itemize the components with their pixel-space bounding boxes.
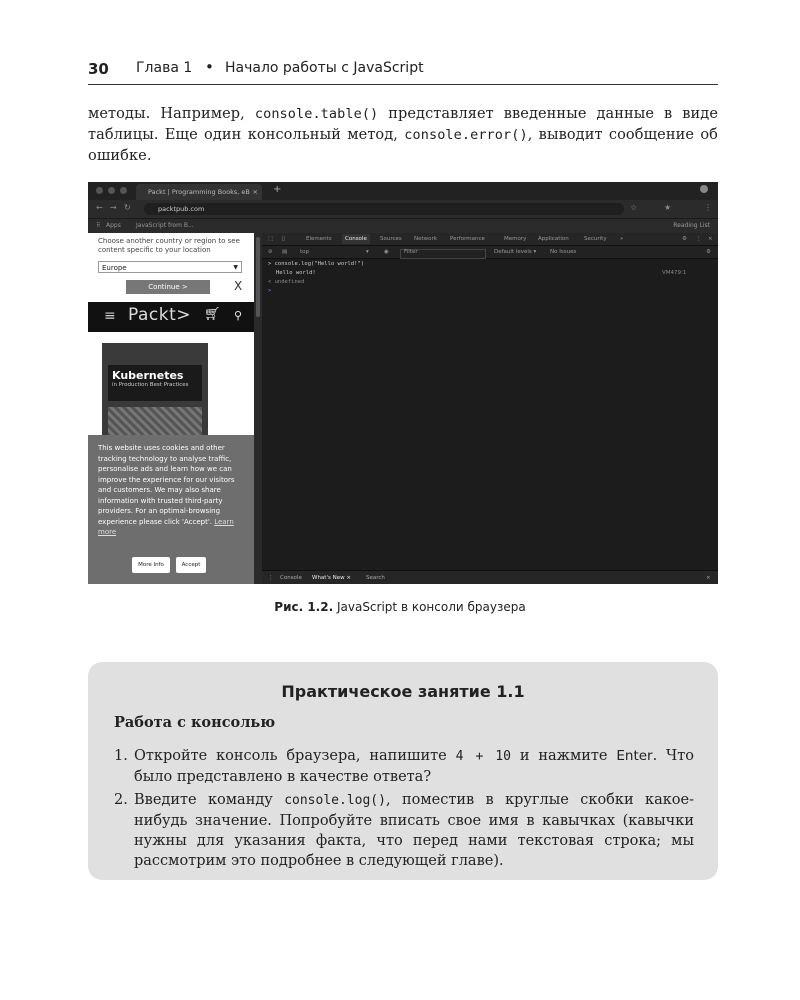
devtools-tab-security[interactable]: Security xyxy=(584,236,607,242)
browser-profile-icon[interactable] xyxy=(700,185,708,193)
intro-text-2: представляет введенные данные в виде таблицы. Еще один консольный метод, xyxy=(88,106,719,143)
back-icon[interactable]: ← xyxy=(96,203,103,212)
site-header xyxy=(88,302,254,332)
window-close-dot[interactable] xyxy=(96,187,103,194)
chapter-title: Начало работы с JavaScript xyxy=(225,60,424,76)
devtools-tab-memory[interactable]: Memory xyxy=(504,236,527,242)
item-number: 1. xyxy=(114,748,128,764)
devtools-menu-icon[interactable]: ⋮ xyxy=(696,236,702,242)
devtools-drawer xyxy=(262,570,718,584)
devtools-more-tabs[interactable]: » xyxy=(620,236,624,242)
country-select-value: Europe xyxy=(102,264,127,272)
devtools-tab-performance[interactable]: Performance xyxy=(450,236,485,242)
window-zoom-dot[interactable] xyxy=(120,187,127,194)
devtools-tabs xyxy=(262,233,718,246)
bookmark-javascript[interactable]: JavaScript from B... xyxy=(136,222,194,229)
caption-text: JavaScript в консоли браузера xyxy=(333,600,526,614)
window-minimize-dot[interactable] xyxy=(108,187,115,194)
continue-button[interactable]: Continue > xyxy=(126,280,210,294)
site-logo[interactable]: Packt> xyxy=(128,305,192,325)
enter-key-label: Enter xyxy=(616,748,653,764)
console-return-value: < undefined xyxy=(268,279,305,285)
new-tab-icon[interactable]: + xyxy=(273,184,282,195)
console-settings-icon[interactable]: ⚙ xyxy=(706,249,711,255)
item1-text-c: . Что было представлено в качестве ответа? xyxy=(134,748,695,785)
console-source-link[interactable]: VM479:1 xyxy=(662,270,687,276)
drawer-menu-icon[interactable]: ⋮ xyxy=(268,575,274,581)
learn-more-link[interactable]: Learn more xyxy=(98,517,234,536)
bookmarks-bar xyxy=(88,218,718,233)
figure-caption xyxy=(0,600,800,614)
more-info-button[interactable]: More Info xyxy=(132,557,170,573)
item-number: 2. xyxy=(114,792,128,808)
item1-text-b: и нажмите xyxy=(511,748,617,764)
drawer-tab-console[interactable]: Console xyxy=(280,575,302,581)
devtools-settings-icon[interactable]: ⚙ xyxy=(682,236,687,242)
extensions-icon[interactable]: ★ xyxy=(664,203,672,212)
inspect-icon[interactable]: ⬚ xyxy=(268,236,274,242)
book-title: Kubernetes xyxy=(112,369,184,382)
devtools-close-icon[interactable]: × xyxy=(708,236,713,242)
chevron-down-icon: ▼ xyxy=(233,264,238,271)
chevron-down-icon: ▾ xyxy=(366,249,369,255)
forward-icon[interactable]: → xyxy=(110,203,117,212)
drawer-close-icon[interactable]: × xyxy=(706,575,711,581)
page-number: 30 xyxy=(88,60,109,78)
book-title-block xyxy=(108,365,202,401)
devtools-tab-application[interactable]: Application xyxy=(538,236,569,242)
intro-text-1: методы. Например, xyxy=(88,106,255,122)
drawer-tab-whats-new[interactable]: What's New × xyxy=(312,575,351,581)
cookie-text-block xyxy=(98,443,246,538)
devtools-tab-sources[interactable]: Sources xyxy=(380,236,402,242)
apps-grid-icon[interactable]: ⠿ xyxy=(96,222,101,229)
devtools-panel xyxy=(262,233,718,584)
code-console-log: console.log() xyxy=(284,793,386,808)
item2-text-b: , поместив в круглые скобки какое-нибудь значение. Попробуйте вписать свое имя в кавычках (кавычки нужны для указания факта, что перед нами текстовая строка; мы рассмотрим это подробнее в следующей главе). xyxy=(134,792,695,869)
browser-screenshot xyxy=(88,182,718,584)
practice-subtitle: Работа с консолью xyxy=(114,714,276,731)
console-toolbar xyxy=(262,246,718,259)
address-url: packtpub.com xyxy=(158,205,205,213)
country-select[interactable] xyxy=(98,261,242,273)
book-subtitle: in Production Best Practices xyxy=(112,382,189,388)
chapter-label: Глава 1 xyxy=(136,60,193,76)
tab-title: Packt | Programming Books, eB xyxy=(148,188,250,196)
browser-nav-bar xyxy=(88,200,718,218)
console-prompt[interactable]: > xyxy=(268,288,272,294)
browser-tab[interactable] xyxy=(136,184,262,200)
close-region-icon[interactable]: X xyxy=(234,279,243,293)
levels-select[interactable]: Default levels ▾ xyxy=(494,249,537,255)
accept-button[interactable]: Accept xyxy=(176,557,206,573)
context-select[interactable]: top xyxy=(300,249,310,255)
code-console-table: console.table() xyxy=(254,106,379,122)
eye-icon[interactable]: ◉ xyxy=(384,249,389,255)
search-icon[interactable]: ⚲ xyxy=(234,309,243,322)
practice-box xyxy=(88,662,718,880)
header-separator: • xyxy=(205,58,214,76)
item2-text-a: Введите команду xyxy=(134,792,285,808)
code-4-plus-10: 4 + 10 xyxy=(455,749,511,764)
reading-list[interactable]: Reading List xyxy=(673,222,710,229)
cookie-banner xyxy=(88,435,254,584)
cookie-text: This website uses cookies and other tracking technology to analyse traffic, personalise ads and learn how we can improve the experience for our visitors and customers. We may also share information with trusted third-party providers. For an optimal-browsing experience please click 'Accept'. xyxy=(98,444,235,526)
browser-tab-bar xyxy=(88,182,718,200)
item1-text-a: Откройте консоль браузера, напишите xyxy=(134,748,456,764)
bookmark-apps[interactable]: Apps xyxy=(106,222,121,229)
cart-icon[interactable]: 🛒︎ xyxy=(204,307,221,322)
practice-title: Практическое занятие 1.1 xyxy=(281,682,525,701)
devtools-tab-network[interactable]: Network xyxy=(414,236,437,242)
address-bar[interactable] xyxy=(144,203,624,215)
devtools-tab-elements[interactable]: Elements xyxy=(306,236,332,242)
caption-label: Рис. 1.2. xyxy=(274,600,334,614)
kebab-menu-icon[interactable]: ⋮ xyxy=(704,203,712,212)
sidebar-toggle-icon[interactable]: ▤ xyxy=(282,249,288,255)
devtools-tab-console[interactable]: Console xyxy=(342,234,370,244)
code-console-error: console.error() xyxy=(404,127,528,143)
website-viewport xyxy=(88,233,254,584)
console-log-output: Hello world! xyxy=(276,270,316,276)
clear-console-icon[interactable]: ⊘ xyxy=(268,249,273,255)
hamburger-menu-icon[interactable]: ≡ xyxy=(104,308,116,324)
drawer-tab-search[interactable]: Search xyxy=(366,575,385,581)
reload-icon[interactable]: ↻ xyxy=(124,203,131,212)
scrollbar-thumb[interactable] xyxy=(256,237,260,317)
tab-close-icon[interactable]: × xyxy=(252,188,258,196)
console-input-line: > console.log("Hello world!") xyxy=(268,261,365,267)
intro-text-3: , выводит сообщение об ошибке. xyxy=(88,127,718,164)
device-toggle-icon[interactable]: ▯ xyxy=(282,236,286,242)
filter-placeholder: Filter xyxy=(404,249,418,255)
bookmark-star-icon[interactable]: ☆ xyxy=(630,203,638,212)
region-prompt: Choose another country or region to see content specific to your location xyxy=(98,237,240,254)
intro-paragraph xyxy=(88,104,718,167)
running-header xyxy=(88,58,718,85)
page-scrollbar[interactable] xyxy=(254,233,262,584)
issues-badge[interactable]: No Issues xyxy=(550,249,577,255)
